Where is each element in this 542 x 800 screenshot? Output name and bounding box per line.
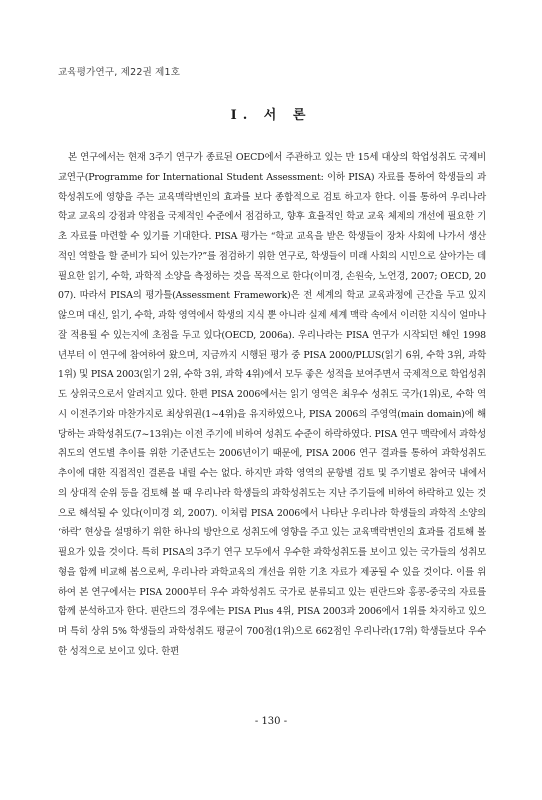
section-title: I. 서 론 [230,108,312,123]
page-number: - 130 - [254,716,288,727]
body-paragraph: 본 연구에서는 현재 3주기 연구가 종료된 OECD에서 주관하고 있는 만 15세 대상의 학업성취도 국제비교연구(Programme for International Student Assessment: 이하 PISA) 자료를 통하여 학생들의 과학성취도에 영향을 주는 교육맥락변인의 효과를 보다 종합적으로 검토 하고자 한다. 이를 통하여 우리나라 학교 교육의 강점과 약점을 국제적인 수준에서 점검하고, 향후 효율적인 학교 교육 체제의 개선에 필요한 기초 자료를 마련할 수 있기를 기대한다. PISA 평가는 “학교 교육을 받은 학생들이 장차 사회에 나가서 생산적인 역할을 할 준비가 되어 있는가?”를 점검하기 위한 연구로, 학생들이 미래 사회의 시민으로 살아가는 데 필요한 읽기, 수학, 과학적 소양을 측정하는 것을 목적으로 한다(이미경, 손원숙, 노언경, 2007; OECD, 2007). 따라서 PISA의 평가틀(Assessment Framework)은 전 세계의 학교 교육과정에 근간을 두고 있지 않으며 대신, 읽기, 수학, 과학 영역에서 학생의 지식 뿐 아니라 실제 세계 맥락 속에서 이러한 지식이 얼마나 잘 적용될 수 있는지에 초점을 두고 있다(OECD, 2006a). 우리나라는 PISA 연구가 시작되던 해인 1998년부터 이 연구에 참여하여 왔으며, 지금까지 시행된 평가 중 PISA 2000/PLUS(읽기 6위, 수학 3위, 과학 1위) 및 PISA 2003(읽기 2위, 수학 3위, 과학 4위)에서 모두 좋은 성적을 보여주면서 국제적으로 학업성취도 상위국으로서 알려지고 있다. 한편 PISA 2006에서는 읽기 영역은 최우수 성취도 국가(1위)로, 수학 역시 이전주기와 마찬가지로 최상위권(1~4위)을 유지하였으나, PISA 2006의 주영역(main domain)에 해당하는 과학성취도(7~13위)는 이전 주기에 비하여 성취도 수준이 하락하였다. PISA 연구 맥락에서 과학성취도의 연도별 추이를 위한 기준년도는 2006년이기 때문에, PISA 2006 연구 결과를 통하여 과학성취도 추이에 대한 직접적인 결론을 내릴 수는 없다. 하지만 과학 영역의 문항별 검토 및 주기별로 참여국 내에서의 상대적 순위 등을 검토해 볼 때 우리나라 학생들의 과학성취도는 지난 주기들에 비하여 하락하고 있는 것으로 해석될 수 있다(이미경 외, 2007). 이처럼 PISA 2006에서 나타난 우리나라 학생들의 과학적 소양의 ‘하락’ 현상을 설명하기 위한 하나의 방안으로 성취도에 영향을 주고 있는 교육맥락변인의 효과를 검토해 볼 필요가 있을 것이다. 특히 PISA의 3주기 연구 모두에서 우수한 과학성취도를 보이고 있는 국가들의 성취모형을 함께 비교해 봄으로써, 우리나라 과학교육의 개선을 위한 기초 자료가 제공될 수 있을 것이다. 이를 위하여 본 연구에서는 PISA 2000부터 우수 과학성취도 국가로 분류되고 있는 핀란드와 홍콩-중국의 자료를 함께 분석하고자 한다. 핀란드의 경우에는 PISA Plus 4위, PISA 2003과 2006에서 1위를 차지하고 있으며 특히 상위 5% 학생들의 과학성취도 평균이 700점(1위)으로 662점인 우리나라(17위) 학생들보다 우수한 성적으로 보이고 있다. 한편 [58,152,486,657]
running-header: 교육평가연구, 제22권 제1호 [58,67,181,78]
body-text [58,148,486,662]
